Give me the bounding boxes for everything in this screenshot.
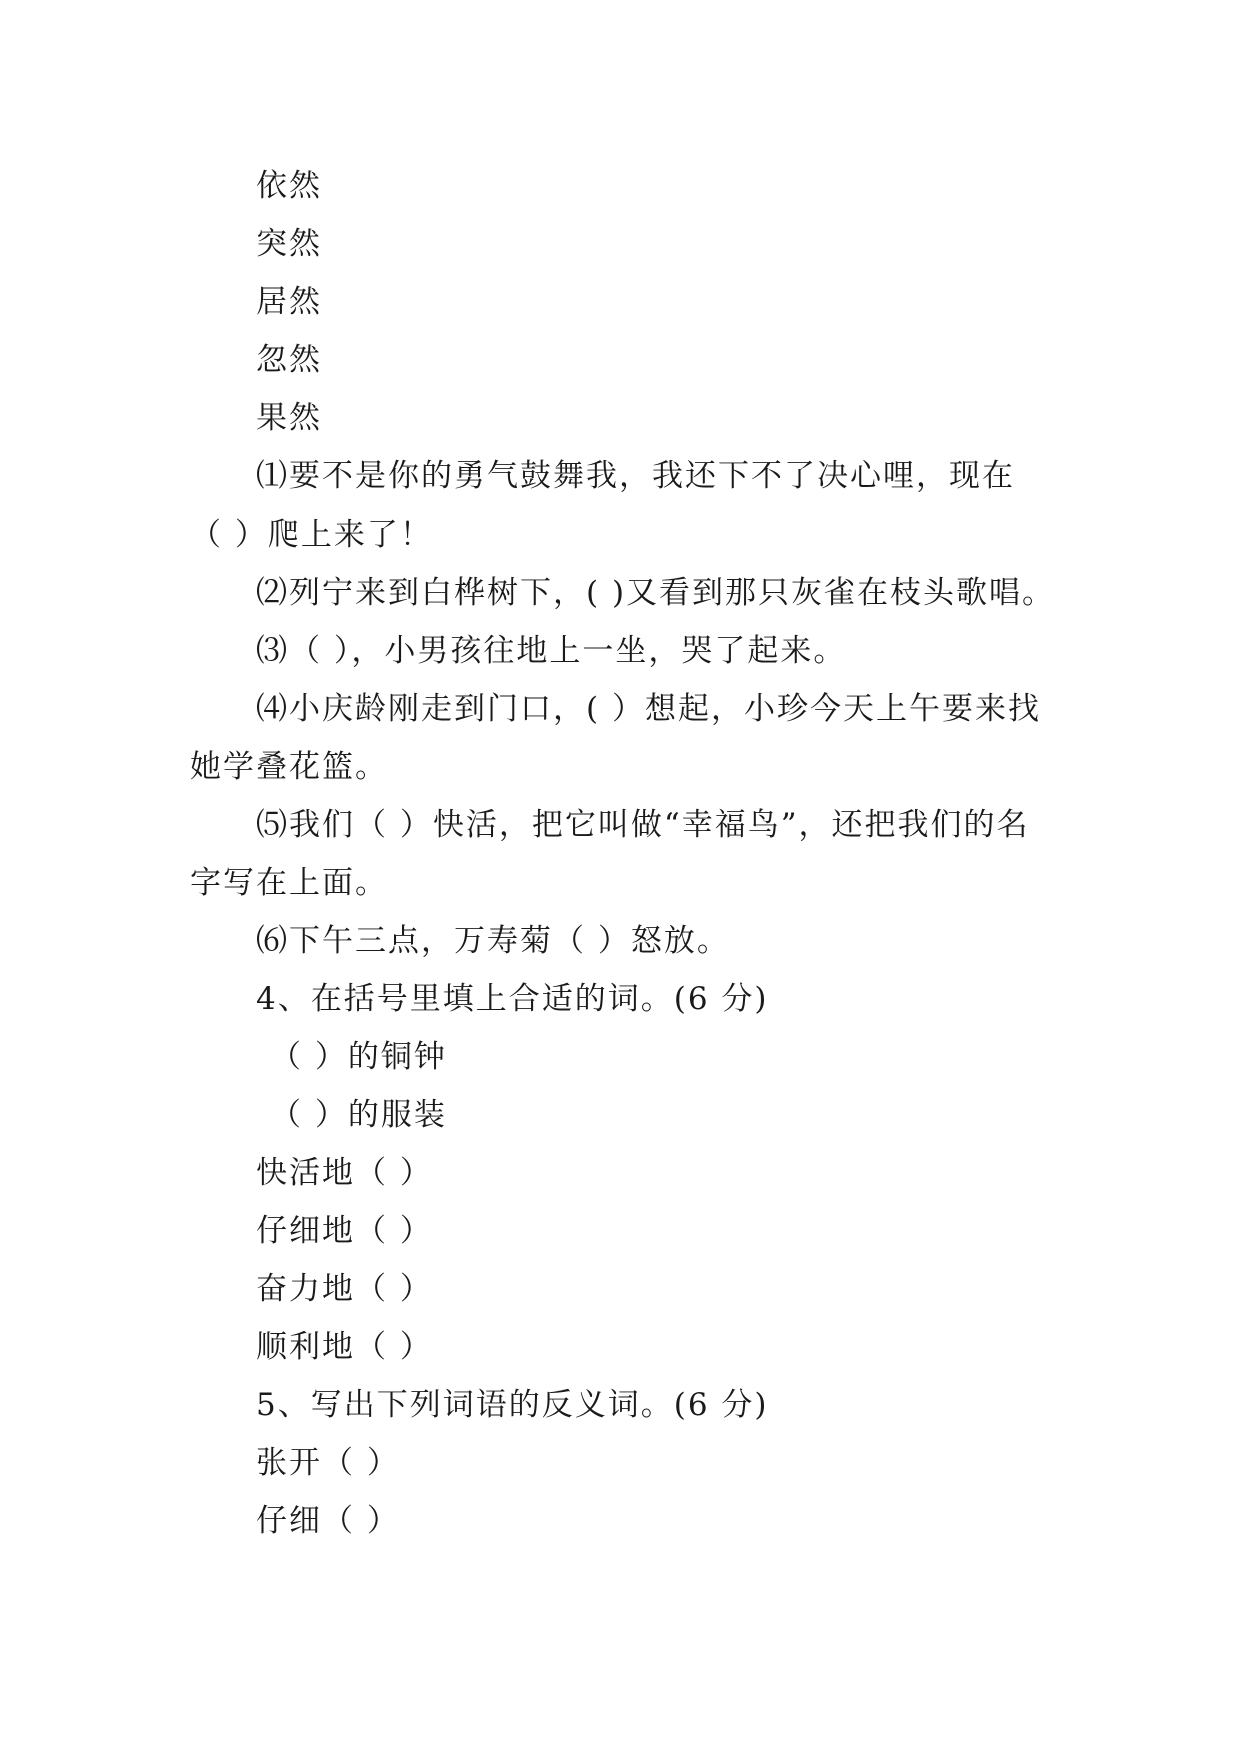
word-option: 居然 bbox=[256, 284, 322, 320]
fill-in-item: （ ）的铜钟 bbox=[270, 1039, 447, 1075]
fill-in-item: 仔细地（ ） bbox=[256, 1213, 433, 1249]
sentence-3: ⑶（ ），小男孩往地上一坐，哭了起来。 bbox=[256, 633, 847, 669]
fill-in-item: （ ）的服装 bbox=[270, 1097, 447, 1133]
sentence-5-continued: 字写在上面。 bbox=[190, 865, 388, 901]
question-5-heading: 5、写出下列词语的反义词。(6 分) bbox=[256, 1387, 769, 1423]
word-option: 依然 bbox=[256, 168, 322, 204]
word-option: 突然 bbox=[256, 226, 322, 262]
word-option: 忽然 bbox=[256, 342, 322, 378]
sentence-1-continued: （ ）爬上来了！ bbox=[190, 517, 433, 553]
fill-in-item: 奋力地（ ） bbox=[256, 1271, 433, 1307]
antonym-item: 张开（ ） bbox=[256, 1445, 400, 1481]
word-option: 果然 bbox=[256, 400, 322, 436]
question-4-heading: 4、在括号里填上合适的词。(6 分) bbox=[256, 981, 769, 1017]
antonym-item: 仔细（ ） bbox=[256, 1503, 400, 1539]
sentence-4: ⑷小庆龄刚走到门口，( ）想起，小珍今天上午要来找 bbox=[256, 691, 1041, 727]
fill-in-item: 顺利地（ ） bbox=[256, 1329, 433, 1365]
sentence-6: ⑹下午三点，万寿菊（ ）怒放。 bbox=[256, 923, 730, 959]
fill-in-item: 快活地（ ） bbox=[256, 1155, 433, 1191]
sentence-4-continued: 她学叠花篮。 bbox=[190, 749, 388, 785]
sentence-1: ⑴要不是你的勇气鼓舞我，我还下不了决心哩，现在 bbox=[256, 458, 1015, 494]
sentence-2: ⑵列宁来到白桦树下，( )又看到那只灰雀在枝头歌唱。 bbox=[256, 575, 1056, 611]
sentence-5: ⑸我们（ ）快活，把它叫做“幸福鸟”，还把我们的名 bbox=[256, 807, 1030, 843]
